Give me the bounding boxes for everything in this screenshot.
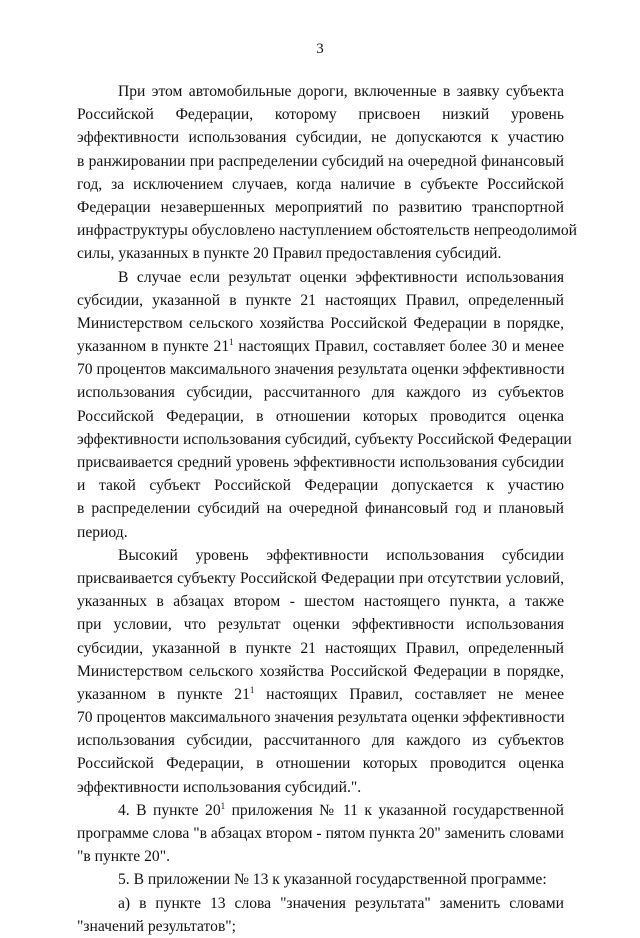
text-line: указанных в абзацах втором - шестом настоящего пункта, а также: [77, 593, 564, 611]
text-segment: настоящих Правил, составляет более 30 и менее: [233, 338, 564, 356]
text-line: Российской Федерации, в отношении которых проводится оценка: [77, 407, 564, 425]
text-segment: указанном в пункте 21: [77, 685, 250, 703]
text-line: [77, 683, 564, 706]
text-segment: 4. В пункте 20: [118, 801, 221, 819]
text-line: "в пункте 20".: [77, 848, 170, 866]
text-line: в распределении субсидий на очередной финансовый год и плановый: [77, 500, 564, 518]
text-segment: настоящих Правил, составляет не менее: [254, 685, 564, 703]
superscript: 1: [229, 337, 234, 348]
text-line: [77, 799, 564, 822]
text-line: в ранжировании при распределении субсидий на очередной финансовый: [77, 152, 564, 170]
document-body: [77, 80, 578, 938]
text-line: использования субсидии, рассчитанного для каждого из субъектов: [77, 384, 564, 402]
text-line: Федерации незавершенных мероприятий по развитию транспортной: [77, 198, 564, 216]
text-line: 70 процентов максимального значения результата оценки эффективности: [77, 709, 565, 727]
text-line: эффективности использования субсидий.".: [77, 778, 362, 796]
text-line: эффективности использования субсидии, не допускаются к участию: [77, 129, 564, 147]
text-line: а) в пункте 13 слова "значения результата" заменить словами: [118, 894, 564, 912]
text-segment: приложения № 11 к указанной государственной: [225, 801, 564, 819]
text-line: Российской Федерации, которому присвоен низкий уровень: [77, 106, 564, 124]
text-line: Высокий уровень эффективности использования субсидии: [118, 546, 564, 564]
text-line: эффективности использования субсидий, субъекту Российской Федерации: [77, 430, 572, 448]
text-line: [77, 335, 564, 358]
text-line: год, за исключением случаев, когда наличие в субъекте Российской: [77, 175, 564, 193]
text-line: При этом автомобильные дороги, включенные в заявку субъекта: [118, 83, 564, 100]
text-line: силы, указанных в пункте 20 Правил предоставления субсидий.: [77, 245, 502, 263]
text-line: период.: [77, 523, 128, 541]
text-line: Министерством сельского хозяйства Российской Федерации в порядке,: [77, 314, 564, 332]
text-line: 5. В приложении № 13 к указанной государственной программе:: [118, 871, 547, 889]
text-line: Министерством сельского хозяйства Российской Федерации в порядке,: [77, 662, 564, 680]
superscript: 1: [220, 800, 226, 811]
superscript: 1: [249, 684, 255, 695]
text-line: инфраструктуры обусловлено наступлением обстоятельств непреодолимой: [77, 222, 578, 240]
page-number: 3: [316, 41, 324, 57]
text-line: В случае если результат оценки эффективности использования: [118, 268, 564, 286]
text-line: при условии, что результат оценки эффективности использования: [77, 616, 564, 634]
text-line: 70 процентов максимального значения результата оценки эффективности: [77, 361, 565, 379]
text-line: "значений результатов";: [77, 917, 237, 935]
text-line: присваивается средний уровень эффективности использования субсидии: [77, 454, 564, 471]
text-line: программе слова "в абзацах втором - пятом пункта 20" заменить словами: [77, 825, 564, 842]
text-line: субсидии, указанной в пункте 21 настоящих Правил, определенный: [77, 639, 564, 657]
text-line: Российской Федерации, в отношении которых проводится оценка: [77, 755, 564, 773]
text-segment: указанном в пункте 21: [77, 338, 230, 356]
text-line: присваивается субъекту Российской Федерации при отсутствии условий,: [77, 569, 564, 587]
text-line: использования субсидии, рассчитанного для каждого из субъектов: [77, 732, 564, 750]
text-line: и такой субъект Российской Федерации допускается к участию: [77, 477, 564, 495]
text-line: субсидии, указанной в пункте 21 настоящих Правил, определенный: [77, 291, 564, 309]
